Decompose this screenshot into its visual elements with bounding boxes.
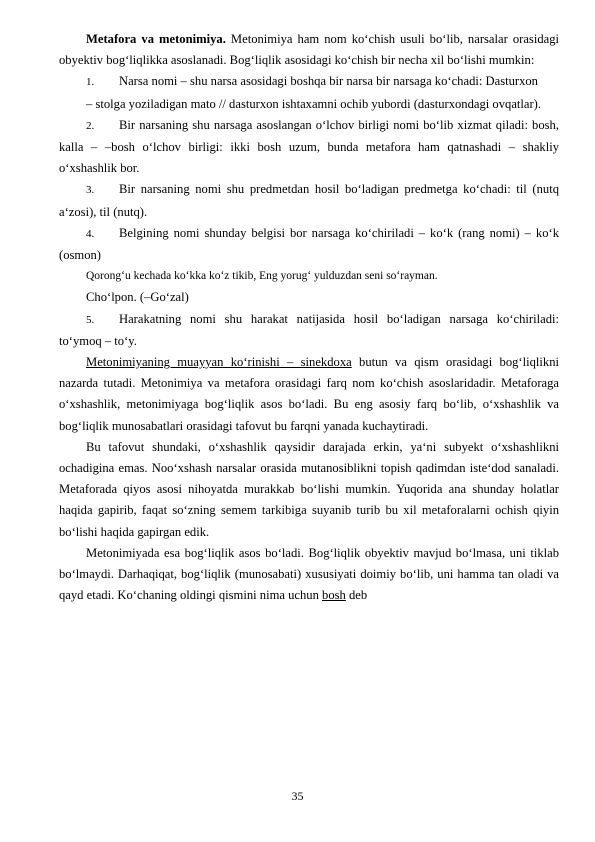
list-item-text: Bir narsaning nomi shu predmetdan hosil bo‘ladigan predmetga ko‘chadi: til (nutq a‘zosi), til (nutq). [59,182,559,219]
list-number: 4. [86,227,95,240]
paragraph-text: butun va qism orasidagi bog‘liqlikni nazarda tutadi. Metonimiya va metafora orasidagi farq nom ko‘chish asoslaridadir. Metaforaga o‘xshashlik, metonimiyaga bog‘liqlik asos bo‘ladi. Bu eng asosiy farq bo‘lib, o‘xshashlik va bog‘liqlik munosabatlari orasidagi tafovut bu farqni yanada kuchaytiradi. [59,355,559,433]
paragraph-difference: Bu tafovut shundaki, o‘xshashlik qaysidir darajada erkin, ya‘ni subyekt o‘xshashlikni ochadigina emas. Noo‘xshash narsalar orasida mutanosiblikni topish qadimdan iste‘dod sanaladi. Metaforada qiyos asosi nihoyatda murakkab bo‘lishi mumkin. Yuqorida ana shunday holatlar haqida gapirib, faqat so‘zning semem tarkibiga suyanib turib bu xil metaforalarni ochish qiyin bo‘lishi haqida gapirgan edik. [59,439,559,539]
list-item-2 [59,115,559,180]
paragraph-sinekdoxa [59,352,559,437]
list-item-text: Harakatning nomi shu harakat natijasida hosil bo‘ladigan narsaga ko‘chiriladi: to‘ymoq – to‘y. [59,311,559,348]
paragraph-continuation: – stolga yoziladigan mato // dasturxon ishtaxamni ochib yubordi (dasturxondagi ovqatlar). [86,96,542,111]
section-heading: Metafora va metonimiya. [86,32,226,46]
poem-quote: Qorong‘u kechada ko‘kka ko‘z tikib, Eng yorug‘ yulduzdan seni so‘rayman. [86,270,438,283]
list-item-text: Narsa nomi – shu narsa asosidagi boshqa bir narsa bir narsaga ko‘chadi: Dasturxon [119,74,538,89]
list-number: 3. [86,184,95,197]
intro-text: Metonimiya ham nom ko‘chish usuli bo‘lib, narsalar orasidagi obyektiv bog‘liqlikka asoslanadi. Bog‘liqlik asosidagi ko‘chish bir necha xil bo‘lishi mumkin: [59,32,560,68]
paragraph-metonymy [59,543,559,607]
paragraph-text: Metonimiyada esa bog‘liqlik asos bo‘ladi. Bog‘liqlik obyektiv mavjud bo‘lmasa, uni tiklab bo‘lmaydi. Darhaqiqat, bog‘liqlik (munosabati) xususiyati doimiy bo‘lib, uni hamma tan oladi va qayd etadi. Ko‘chaning oldingi qismini nima uchun [59,545,559,603]
list-number: 2. [86,119,95,132]
page-body [59,29,559,606]
list-item-1 [59,71,559,93]
list-number: 1. [86,76,95,89]
paragraph-text-end: deb [345,588,368,603]
poem-author: Cho‘lpon. (–Go‘zal) [86,290,189,305]
page-number: 35 [291,789,304,803]
paragraph-intro [59,29,559,71]
list-item-text: Bir narsaning shu narsaga asoslangan o‘lchov birligi nomi bo‘lib xizmat qiladi: bosh, kalla – –bosh o‘lchov birligi: ikki bosh uzum, bunda metafora ham qatnashadi – shakliy o‘xshashlik bor. [59,117,559,176]
underlined-word: bosh [322,588,346,603]
list-item-4 [59,223,559,266]
list-item-5 [59,309,559,352]
list-item-3 [59,179,559,222]
list-number: 5. [86,313,95,326]
list-item-text: Belgining nomi shunday belgisi bor narsaga ko‘chiriladi – ko‘k (rang nomi) – ko‘k (osmon) [59,225,559,263]
underlined-term: Metonimiyaning muayyan ko‘rinishi – sinekdoxa [86,355,352,370]
